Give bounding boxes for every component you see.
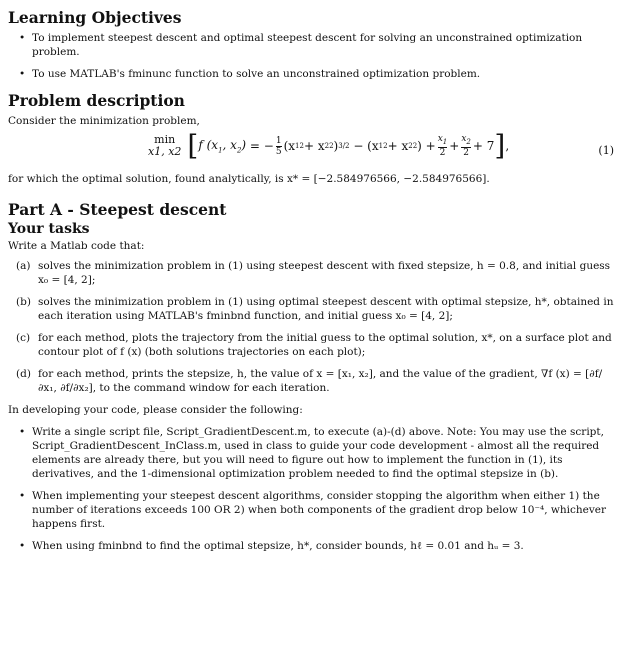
list-item: • Write a single script file, Script_GradientDescent.m, to execute (a)-(d) above. Note: You may use the script, Script_GradientDescent_InClass.m, used in class to guide your code development - almost all the required elements are already there, but you will need to figure out how to implement the function in (1), its derivatives, and the 1-dimensional optimization problem needed to find the optimal stepsize in (b). (19, 426, 604, 480)
objective-function: min x1, x2 [ f ($x_1$, $x_2$) = − $\frac{1}{5}$ (x 1 2 + x 2 2 ) 3/2 − (x 1 2 + x 2 2 ) + $\frac{x_1}{2}$ + $\frac{x_2}{2}$ + 7 ] , (148, 129, 510, 162)
list-item: (b) solves the minimization problem in (1) using optimal steepest descent with optimal stepsize, h*, obtained in each iteration using MATLAB's fminbnd function, and initial guess x₀ = [4, 2]; (16, 296, 614, 322)
list-item: • To use MATLAB's fminunc function to solve an unconstrained optimization problem. (19, 68, 481, 80)
equation-row (8, 128, 618, 172)
list-item: (a) solves the minimization problem in (1) using steepest descent with fixed stepsize, h = 0.8, and initial guess x₀ = [4, 2]; (16, 260, 611, 286)
developing-line: In developing your code, please consider the following: (8, 404, 303, 416)
problem-intro: Consider the minimization problem, (8, 115, 200, 127)
list-item: • To implement steepest descent and optimal steepest descent for solving an unconstrained optimization problem. (19, 32, 583, 58)
learning-objectives-heading: Learning Objectives (8, 8, 182, 27)
list-item: • When using fminbnd to find the optimal stepsize, h*, consider bounds, hℓ = 0.01 and hᵤ = 3. (19, 540, 524, 552)
problem-description-heading: Problem description (8, 91, 185, 110)
list-item: • When implementing your steepest descent algorithms, consider stopping the algorithm when either 1) the number of iterations exceeds 100 OR 2) when both components of the gradient drop below 10⁻⁴, whichever happens first. (19, 490, 606, 530)
your-tasks-heading: Your tasks (8, 221, 90, 237)
notes-list (8, 425, 618, 553)
min-vars: x1, x2 (148, 145, 182, 158)
list-item: (c) for each method, plots the trajectory from the initial guess to the optimal solution, x*, on a surface plot and contour plot of f (x) (both solutions trajectories on each plot); (16, 332, 612, 358)
equation-number: (1) (598, 144, 614, 157)
min-label: min (154, 133, 176, 146)
write-code-line: Write a Matlab code that: (8, 240, 145, 252)
optimal-solution-sentence: for which the optimal solution, found analytically, is x* = [−2.584976566, −2.584976566]. (8, 173, 490, 185)
task-list (8, 259, 618, 395)
document-page (0, 8, 628, 652)
learning-objectives-list (8, 31, 618, 81)
part-a-heading: Part A - Steepest descent (8, 200, 227, 219)
list-item: (d) for each method, prints the stepsize, h, the value of x = [x₁, x₂], and the value of the gradient, ∇f (x) = [∂f/∂x₁, ∂f/∂x₂], to the command window for each iteration. (16, 368, 603, 394)
